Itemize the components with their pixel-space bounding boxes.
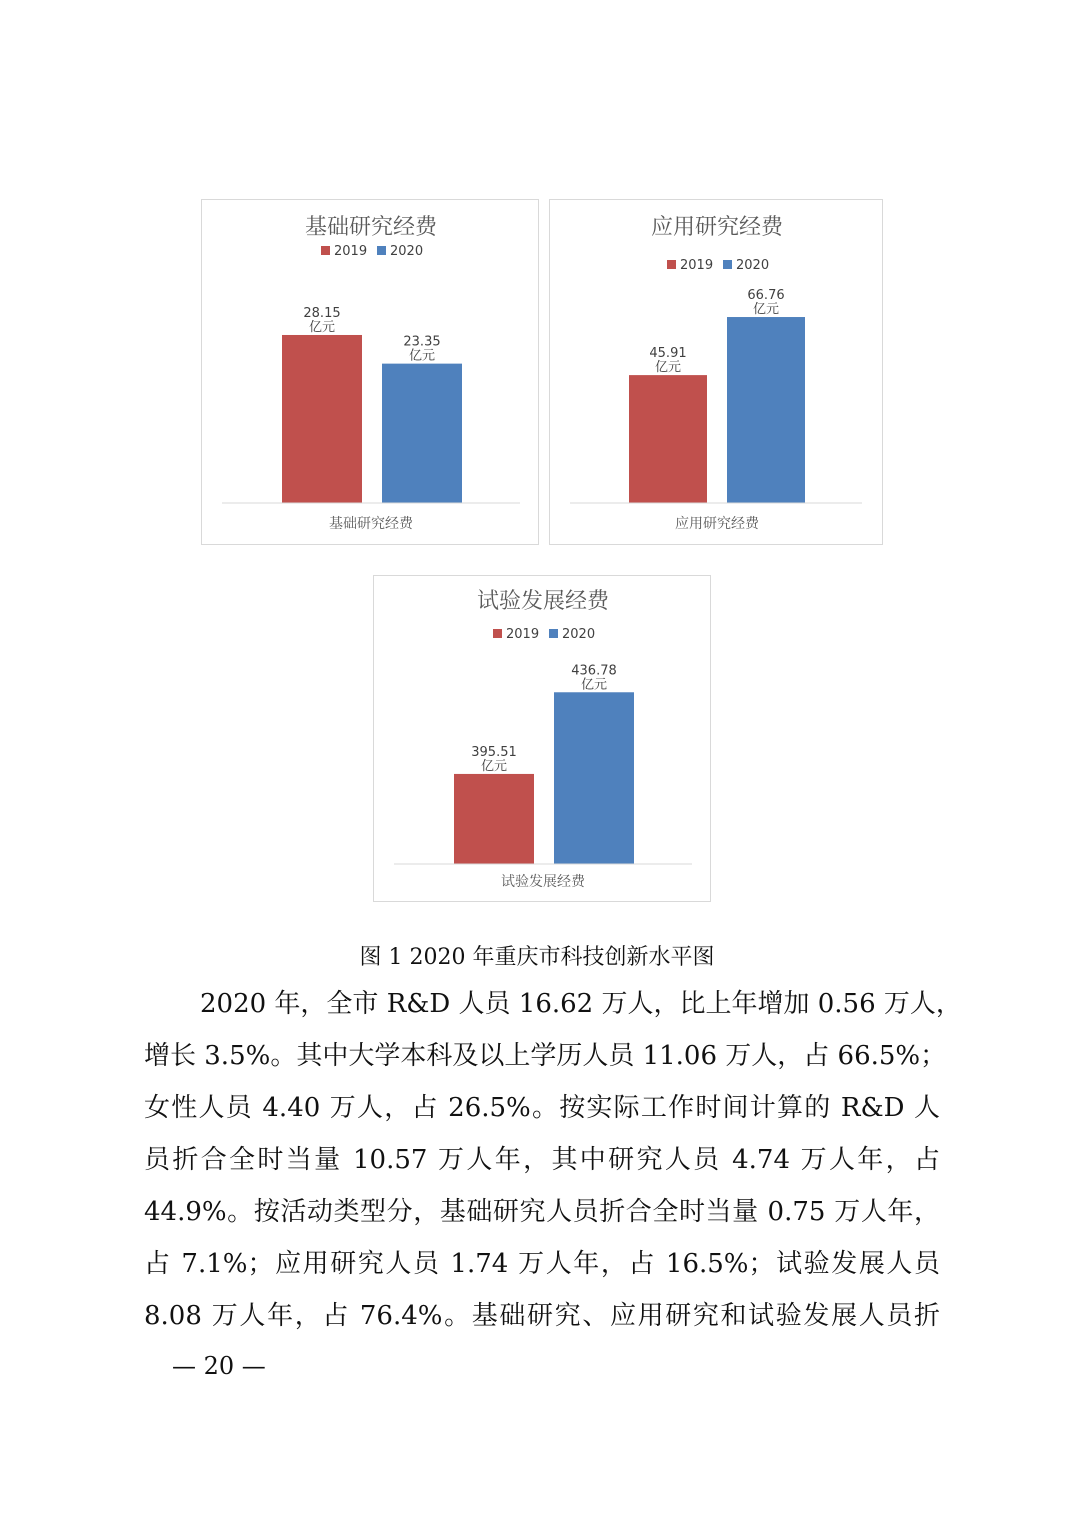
- page-number: — 20 —: [172, 1352, 266, 1380]
- category-label: 应用研究经费: [675, 516, 759, 532]
- paragraph-line: 员折合全时当量 10.57 万人年，其中研究人员 4.74 万人年，占: [144, 1145, 940, 1175]
- legend-label: 2020: [736, 258, 770, 273]
- paragraph-line: 增长 3.5%。其中大学本科及以上学历人员 11.06 万人，占 66.5%；: [144, 1041, 947, 1071]
- bar-2020: [382, 364, 462, 503]
- chart-title: 基础研究经费: [304, 215, 438, 240]
- data-label: 23.35 亿元: [403, 334, 441, 364]
- chart-applied-research: [549, 199, 883, 545]
- legend-label: 2020: [390, 244, 424, 259]
- legend-swatch: [667, 260, 676, 269]
- legend-swatch: [723, 260, 732, 269]
- chart-experimental-development: [373, 575, 711, 902]
- bar-2020: [554, 692, 634, 864]
- legend-swatch: [549, 629, 558, 638]
- bar-2020: [727, 317, 805, 503]
- data-label: 436.78 亿元: [571, 663, 617, 693]
- paragraph-line: 占 7.1%；应用研究人员 1.74 万人年，占 16.5%；试验发展人员: [144, 1249, 940, 1279]
- body-paragraph: [144, 978, 962, 1342]
- legend-label: 2019: [506, 627, 540, 642]
- chart-title: 应用研究经费: [650, 215, 784, 240]
- paragraph-line: 女性人员 4.40 万人，占 26.5%。按实际工作时间计算的 R&D 人: [144, 1093, 940, 1123]
- legend-swatch: [321, 246, 330, 255]
- figure-caption: 图 1 2020 年重庆市科技创新水平图: [359, 945, 715, 970]
- paragraph-line: 44.9%。按活动类型分，基础研究人员折合全时当量 0.75 万人年，: [144, 1197, 940, 1227]
- legend-swatch: [377, 246, 386, 255]
- data-label: 395.51 亿元: [471, 744, 517, 774]
- legend-label: 2019: [334, 244, 368, 259]
- chart-applied-research-svg: [550, 200, 884, 546]
- data-label: 28.15 亿元: [303, 305, 341, 335]
- data-label: 66.76 亿元: [747, 288, 785, 318]
- paragraph-line: 2020 年，全市 R&D 人员 16.62 万人，比上年增加 0.56 万人，: [200, 989, 962, 1019]
- chart-experimental-development-svg: [374, 576, 712, 903]
- legend-label: 2019: [680, 258, 714, 273]
- legend-label: 2020: [562, 627, 596, 642]
- category-label: 基础研究经费: [329, 516, 413, 532]
- data-label: 45.91 亿元: [649, 346, 687, 376]
- chart-basic-research: [201, 199, 539, 545]
- bar-2019: [629, 375, 707, 503]
- category-label: 试验发展经费: [501, 874, 585, 890]
- bar-2019: [282, 335, 362, 503]
- legend-swatch: [493, 629, 502, 638]
- chart-title: 试验发展经费: [476, 589, 610, 614]
- chart-basic-research-svg: [202, 200, 540, 546]
- paragraph-line: 8.08 万人年，占 76.4%。基础研究、应用研究和试验发展人员折: [144, 1301, 940, 1331]
- bar-2019: [454, 774, 534, 864]
